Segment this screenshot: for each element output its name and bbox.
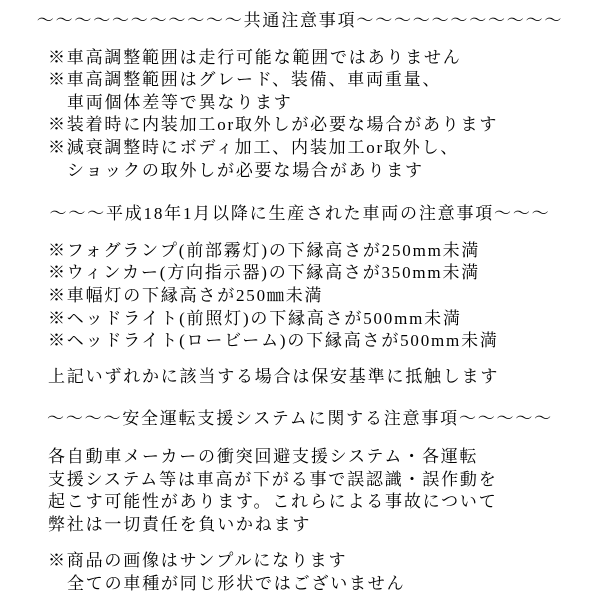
text-line: ※ウィンカー(方向指示器)の下縁高さが350mm未満 [48, 263, 481, 283]
text-line: 支援システム等は車高が下がる事で誤認識・誤作動を [48, 469, 498, 489]
safety-standard-warning-line: 上記いずれかに該当する場合は保安基準に抵触します [48, 366, 500, 386]
text-line: ※減衰調整時にボディ加工、内装加工or取外し、 [48, 137, 460, 157]
text-line: 起こす可能性があります。これらによる事故について [48, 492, 498, 512]
text-line: 車両個体差等で異なります [67, 92, 293, 112]
section-common-notes [0, 47, 600, 183]
section-header-driving-assist: ～～～～安全運転支援システムに関する注意事項～～～～～ [47, 409, 553, 429]
section-header-heisei18-vehicles: ～～～平成18年1月以降に生産された車両の注意事項～～～ [49, 204, 551, 224]
text-line: ※車高調整範囲はグレード、装備、車両重量、 [48, 70, 442, 90]
text-line: ※フォグランプ(前部霧灯)の下縁高さが250mm未満 [48, 240, 481, 260]
text-line: 各自動車メーカーの衝突回避支援システム・各運転 [48, 446, 479, 466]
text-line: ※車高調整範囲は走行可能な範囲ではありません [48, 47, 462, 67]
section-product-image-note [0, 550, 600, 595]
text-line: ※装着時に内装加工or取外しが必要な場合があります [48, 115, 499, 135]
text-line: ※車幅灯の下縁高さが250㎜未満 [48, 285, 324, 305]
text-line: ショックの取外しが必要な場合があります [67, 160, 424, 180]
text-line: ※ヘッドライト(前照灯)の下縁高さが500mm未満 [48, 308, 462, 328]
section-lamp-height-rules [0, 240, 600, 353]
text-line: 弊社は一切責任を負いかねます [48, 514, 312, 534]
section-header-common-notes: ～～～～～～～～～～～共通注意事項～～～～～～～～～～～ [36, 11, 564, 30]
section-driving-assist [0, 446, 600, 536]
text-line: ※ヘッドライト(ロービーム)の下縁高さが500mm未満 [48, 331, 499, 351]
text-line: 全ての車種が同じ形状ではございません [67, 573, 406, 593]
text-line: ※商品の画像はサンプルになります [48, 551, 348, 571]
